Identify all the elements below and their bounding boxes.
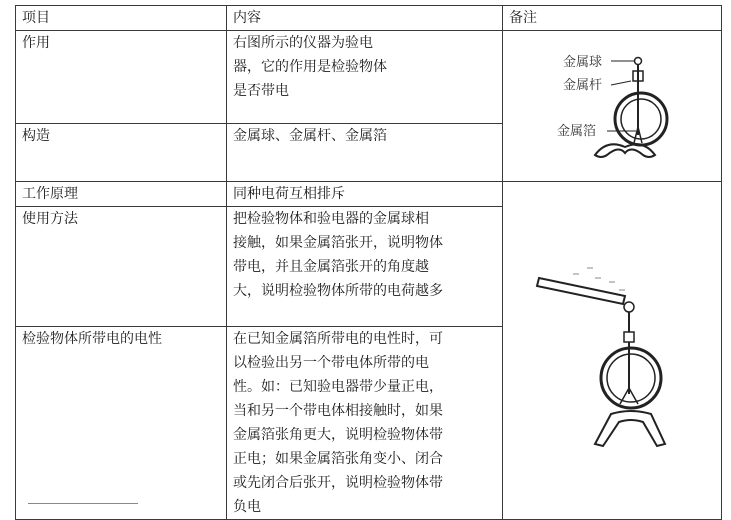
row-item: 构造: [16, 124, 227, 182]
header-notes: 备注: [503, 6, 722, 31]
label-ball: 金属球: [563, 55, 603, 70]
header-content: 内容: [227, 6, 503, 31]
row-principle: [16, 182, 722, 207]
notes-diagram-1: [503, 31, 722, 182]
row-content: 右图所示的仪器为验电 器，它的作用是检验物体 是否带电: [227, 31, 503, 124]
row-function: [16, 31, 722, 124]
row-content: 同种电荷互相排斥: [227, 182, 503, 207]
header-row: [16, 6, 722, 31]
electroscope-contact-icon: [503, 182, 731, 502]
header-item: 项目: [16, 6, 227, 31]
row-content: 在已知金属箔所带电的电性时，可 以检验出另一个带电体所带的电 性。如：已知验电器带少量正电， 当和另一个带电体相接触时，如果 金属箔张角更大，说明检验物体带 正电；如果金属箔张角变小、闭合 或先闭合后张开，说明检验物体带 负电: [227, 327, 503, 520]
electroscope-table: [15, 5, 722, 520]
notes-diagram-2: [503, 182, 722, 520]
row-content: 把检验物体和验电器的金属球相 接触，如果金属箔张开，说明物体 带电，并且金属箔张开的角度越 大，说明检验物体所带的电荷越多: [227, 207, 503, 327]
row-item: 作用: [16, 31, 227, 124]
row-item: 检验物体所带电的电性: [16, 327, 227, 520]
electroscope-labeled-icon: [503, 31, 731, 173]
label-rod: 金属杆: [563, 78, 603, 93]
footer-cut-line: [28, 499, 148, 506]
row-content: 金属球、金属杆、金属箔: [227, 124, 503, 182]
label-foil: 金属箔: [557, 124, 597, 139]
row-item: 工作原理: [16, 182, 227, 207]
row-item: 使用方法: [16, 207, 227, 327]
